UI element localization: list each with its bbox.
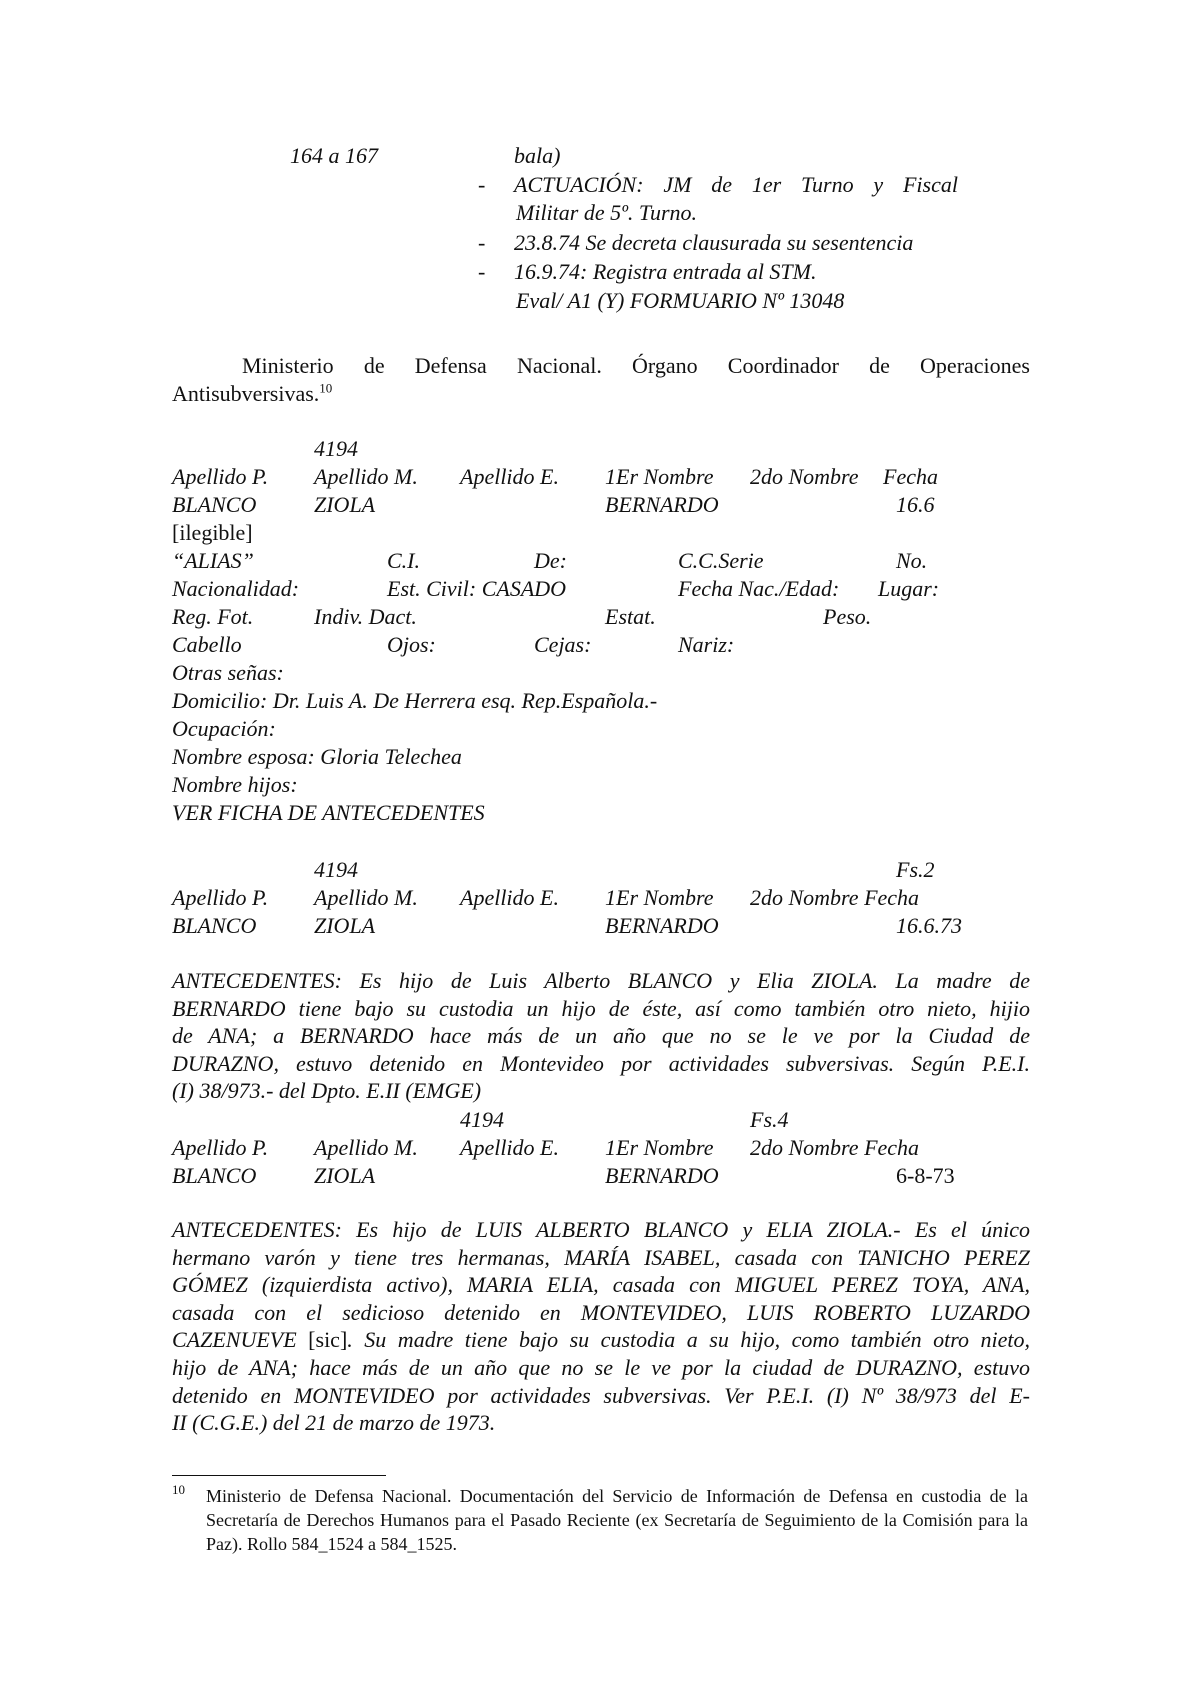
card1-apellido-m: ZIOLA bbox=[314, 492, 376, 517]
continued-text: bala) bbox=[514, 143, 561, 168]
card3-folio: Fs.4 bbox=[750, 1107, 789, 1132]
field-ocupacion: Ocupación: bbox=[172, 716, 276, 741]
field-alias: “ALIAS” bbox=[172, 548, 254, 573]
field-de: De: bbox=[534, 548, 567, 573]
ver-ficha-line: VER FICHA DE ANTECEDENTES bbox=[172, 800, 485, 825]
actuacion-line-1: ACTUACIÓN: JM de 1er Turno y Fiscal bbox=[514, 172, 958, 197]
footnote-number: 10 bbox=[172, 1482, 185, 1497]
card1-header-nombre-2: 2do Nombre bbox=[750, 464, 859, 489]
card1-header-apellido-m: Apellido M. bbox=[314, 464, 418, 489]
card2-header-apellido-e: Apellido E. bbox=[460, 885, 559, 910]
card3-header-nombre-1: 1Er Nombre bbox=[605, 1135, 714, 1160]
card3-fecha: 6-8-73 bbox=[896, 1163, 955, 1188]
clausura-line: 23.8.74 Se decreta clausurada su sesentencia bbox=[514, 230, 914, 255]
field-nombre-hijos: Nombre hijos: bbox=[172, 772, 298, 797]
card1-nombre-1: BERNARDO bbox=[605, 492, 719, 517]
field-estat: Estat. bbox=[605, 604, 656, 629]
field-fecha-nac: Fecha Nac./Edad: bbox=[678, 576, 840, 601]
card2-apellido-m: ZIOLA bbox=[314, 913, 376, 938]
actuacion-line-2: Militar de 5º. Turno. bbox=[516, 200, 698, 225]
card3-header-apellido-e: Apellido E. bbox=[460, 1135, 559, 1160]
footnote-reference: 10 bbox=[319, 380, 333, 396]
card1-apellido-p: BLANCO bbox=[172, 492, 257, 517]
field-nombre-esposa: Nombre esposa: Gloria Telechea bbox=[172, 744, 462, 769]
field-indiv-dact: Indiv. Dact. bbox=[314, 604, 417, 629]
list-bullet: - bbox=[478, 230, 486, 255]
field-nacionalidad: Nacionalidad: bbox=[172, 576, 300, 601]
formulario-line: Eval/ A1 (Y) FORMUARIO Nº 13048 bbox=[516, 288, 845, 313]
stm-entry-line: 16.9.74: Registra entrada al STM. bbox=[514, 259, 817, 284]
card2-antecedentes: ANTECEDENTES: Es hijo de Luis Alberto BLANCO y Elia ZIOLA. La madre de BERNARDO tiene bajo su custodia un hijo de éste, así como también otro nieto, hijio de ANA; a BERNARDO hace más de un año que no se le ve por la Ciudad de DURAZNO, estuvo detenido en Montevideo por actividades subversivas. Según P.E.I. (I) 38/973.- del Dpto. E.II (EMGE) bbox=[172, 968, 1030, 1104]
footnote-separator bbox=[172, 1475, 386, 1476]
field-no: No. bbox=[896, 548, 928, 573]
card1-header-apellido-p: Apellido P. bbox=[172, 464, 269, 489]
card2-nombre-1: BERNARDO bbox=[605, 913, 719, 938]
card1-header-fecha: Fecha bbox=[883, 464, 938, 489]
card3-nombre-1: BERNARDO bbox=[605, 1163, 719, 1188]
card2-header-apellido-p: Apellido P. bbox=[172, 885, 269, 910]
sic-note: [sic] bbox=[296, 1327, 348, 1353]
field-reg-fot: Reg. Fot. bbox=[172, 604, 254, 629]
card2-apellido-p: BLANCO bbox=[172, 913, 257, 938]
card3-header-nombre-2-fecha: 2do Nombre Fecha bbox=[750, 1135, 920, 1160]
card2-fecha: 16.6.73 bbox=[896, 913, 962, 938]
card3-apellido-p: BLANCO bbox=[172, 1163, 257, 1188]
illegible-note: [ilegible] bbox=[172, 520, 253, 545]
field-otras-senas: Otras señas: bbox=[172, 660, 284, 685]
folios-range: 164 a 167 bbox=[290, 143, 378, 168]
field-nariz: Nariz: bbox=[678, 632, 735, 657]
field-peso: Peso. bbox=[823, 604, 872, 629]
card2-number: 4194 bbox=[314, 857, 358, 882]
field-est-civil: Est. Civil: CASADO bbox=[387, 576, 567, 601]
footnote-text: Ministerio de Defensa Nacional. Documentación del Servicio de Información de Defensa en custodia de la Secretaría de Derechos Humanos para el Pasado Reciente (ex Secretaría de Seguimiento de la Comisión para la Paz). Rollo 584_1524 a 584_1525. bbox=[206, 1486, 1028, 1554]
ministry-paragraph: Ministerio de Defensa Nacional. Órgano Coordinador de Operaciones Antisubversivas.$^{10}$ bbox=[172, 353, 1030, 406]
list-bullet: - bbox=[478, 259, 486, 284]
card3-antecedentes: ANTECEDENTES: Es hijo de LUIS ALBERTO BLANCO y ELIA ZIOLA.- Es el único hermano varón y tiene tres hermanas, MARÍA ISABEL, casada con TANICHO PEREZ GÓMEZ (izquierdista activo), MARIA ELIA, casada con MIGUEL PEREZ TOYA, ANA, casada con el sedicioso detenido en MONTEVIDEO, LUIS ROBERTO LUZARDO CAZENUEVE [sic]. Su madre tiene bajo su custodia a su hijo, como también otro nieto, hijo de ANA; hace más de un año que no se le ve por la ciudad de DURAZNO, estuvo detenido en MONTEVIDEO por actividades subversivas. Ver P.E.I. (I) Nº 38/973 del E- II (C.G.E.) del 21 de marzo de 1973. bbox=[172, 1217, 1030, 1436]
card1-number: 4194 bbox=[314, 436, 358, 461]
field-cabello: Cabello bbox=[172, 632, 242, 657]
card2-header-nombre-2-fecha: 2do Nombre Fecha bbox=[750, 885, 920, 910]
card2-header-apellido-m: Apellido M. bbox=[314, 885, 418, 910]
field-ci: C.I. bbox=[387, 548, 420, 573]
card2-folio: Fs.2 bbox=[896, 857, 935, 882]
field-lugar: Lugar: bbox=[878, 576, 940, 601]
field-ojos: Ojos: bbox=[387, 632, 436, 657]
card3-header-apellido-p: Apellido P. bbox=[172, 1135, 269, 1160]
card3-header-apellido-m: Apellido M. bbox=[314, 1135, 418, 1160]
field-domicilio: Domicilio: Dr. Luis A. De Herrera esq. Rep.Española.- bbox=[172, 688, 658, 713]
card3-number: 4194 bbox=[460, 1107, 504, 1132]
card1-header-apellido-e: Apellido E. bbox=[460, 464, 559, 489]
card1-fecha: 16.6 bbox=[896, 492, 935, 517]
card1-header-nombre-1: 1Er Nombre bbox=[605, 464, 714, 489]
card3-apellido-m: ZIOLA bbox=[314, 1163, 376, 1188]
list-bullet: - bbox=[478, 172, 486, 197]
field-cejas: Cejas: bbox=[534, 632, 592, 657]
card2-header-nombre-1: 1Er Nombre bbox=[605, 885, 714, 910]
field-cc-serie: C.C.Serie bbox=[678, 548, 764, 573]
